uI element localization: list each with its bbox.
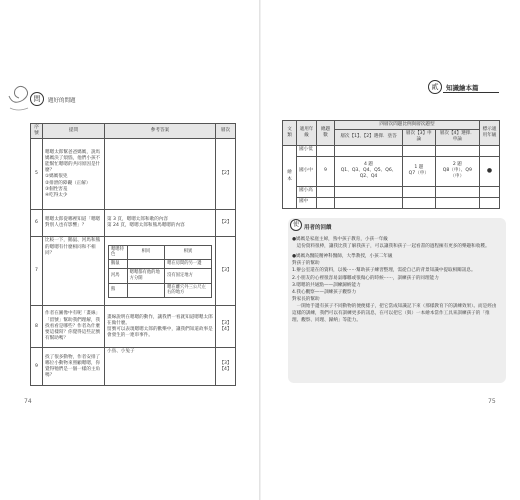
row-mark <box>480 145 500 156</box>
row-l3: 1 題 Q7（申） <box>403 156 436 186</box>
table-row <box>31 237 236 306</box>
compare-cell: 嗯在房間的另一邊 <box>165 260 212 269</box>
col-header-genre: 文類 <box>283 121 297 146</box>
level-table <box>282 120 500 209</box>
feedback-body <box>292 236 497 324</box>
row-l12 <box>335 197 403 208</box>
row-grade: 國小高 <box>297 186 317 197</box>
row-level: 【3】【4】 <box>216 306 236 348</box>
table-row <box>283 156 500 186</box>
row-grade: 國小低 <box>297 145 317 156</box>
row-category: 繪本 <box>283 145 297 208</box>
row-total <box>317 145 335 156</box>
right-page <box>260 0 520 500</box>
feedback-paragraph: 對家長的幫助 <box>292 296 320 302</box>
col-header-l12: 層次【1】、【2】選擇．塗答 <box>335 130 403 145</box>
row-question: 嗯嗯太郎幫爸爸媽媽，說馬媽媽決了煩惱，他們小孩不能幫忙嗯嗯的共同原因是什麼？ ①媽媽很兇 ②排泄的障礙（正解） ③個性害羞 ④吃得太少 <box>43 139 105 210</box>
left-page-title: 題好的問題 <box>48 98 76 104</box>
col-header-level: 層次 <box>216 124 236 139</box>
row-level: 【2】 <box>216 139 236 210</box>
row-question: 嗯嗯太郎從哪裡知道「嗯嗯對別人也有影響」？ <box>43 210 105 237</box>
feedback-paragraph: 2.小朋友的心裡很容易氣嘟嘟或很傷心的時候⋯⋯，訓練孩子的同理能力 <box>292 275 439 281</box>
col-header-total: 總題數 <box>317 121 335 146</box>
feedback-paragraph: ●媽媽是家庭主婦，熟中孩子教育，小孩一年級 <box>292 237 388 242</box>
row-mark <box>480 197 500 208</box>
row-total: 9 <box>317 156 335 186</box>
row-l4 <box>435 186 479 197</box>
table-row <box>31 139 236 210</box>
row-total <box>317 197 335 208</box>
compare-cell: 鵝鼠 <box>109 260 128 269</box>
row-no: 7 <box>31 237 43 306</box>
col-header-grade: 適用年級 <box>297 121 317 146</box>
question-badge-icon: 問 <box>30 92 44 106</box>
col-header-l3: 層次【3】申論 <box>403 130 436 145</box>
row-total <box>317 186 335 197</box>
table-row <box>31 306 236 348</box>
compare-cell <box>127 260 164 269</box>
right-page-title: 知識繪本篇 <box>446 84 479 92</box>
feedback-paragraph: 這份資料很棒，讓我比我了解我孩子，可以讓我和孩子一起看書的過程擁有更多的樂趣和收穫。 <box>292 244 490 250</box>
col-header-answer: 參考答案 <box>105 124 216 139</box>
row-no: 5 <box>31 139 43 210</box>
compare-cell: 嗯在離穴外三公尺左右的地方 <box>165 283 212 298</box>
row-l4 <box>435 197 479 208</box>
row-l3 <box>403 186 436 197</box>
row-question: 作者在圖像中有呢「畫線」「留號」幫助我們理解，我找看看是哪些？作者為什麼要這樣寫？你覺得這些記號有幫助嗎？ <box>43 306 105 348</box>
row-level: 【3】【4】 <box>216 348 236 386</box>
row-answer: 小鳥、小兔子 <box>105 348 216 386</box>
compare-header: 相同 <box>127 245 164 260</box>
table-title: 四層次問題比例與層次題型 <box>335 121 480 130</box>
page-number: 74 <box>24 398 32 405</box>
row-l12 <box>335 145 403 156</box>
row-l12 <box>335 186 403 197</box>
row-no: 8 <box>31 306 43 348</box>
section-badge-icon: 貳 <box>428 80 442 94</box>
compare-table <box>108 245 212 299</box>
row-grade: 國小中 <box>297 156 317 186</box>
row-answer: 第 3 頁，嗯嗯太郎和歌的內容 第 24 頁，嗯嗯太郎和熊馬嗯嗯的內容 <box>105 210 216 237</box>
feedback-paragraph: 一開始手邊有孩子不同動物的便便樣子，把它當成知識記下來（那樣教育下的訓練效果）。而是經由這樣的訓練，我們可以有訓練更多的訊息，在可以把它（與）一本繪本當作工具來訓練孩子的「推理、觀察、同理、歸納」等能力。 <box>292 303 497 324</box>
compare-cell: 沒有固定地方 <box>165 268 212 283</box>
table-row <box>31 348 236 386</box>
col-header-question: 提問 <box>43 124 105 139</box>
row-level: 【2】 <box>216 210 236 237</box>
table-row <box>31 210 236 237</box>
row-mark <box>480 186 500 197</box>
col-header-no: 序號 <box>31 124 43 139</box>
compare-header: 相異 <box>165 245 212 260</box>
feedback-paragraph: 1.辦公室還在的資料，以後⋯⋯幫助孩子練習整理，需從自己的背景知識中提取相關訊息。 <box>292 268 476 274</box>
feedback-paragraph: 4.我心觀察——訓練孩子觀察力 <box>292 289 357 295</box>
table-row <box>283 145 500 156</box>
compare-cell: 熊 <box>109 283 128 298</box>
feedback-paragraph: ●媽媽為醫院精神科醫師，大學教授，小孩二年級 <box>292 254 393 260</box>
row-no: 6 <box>31 210 43 237</box>
row-no: 9 <box>31 348 43 386</box>
row-mark: ● <box>480 156 500 186</box>
compare-cell: 河馬 <box>109 268 128 283</box>
row-l4: 2 題 Q8（申）、Q9（申） <box>435 156 479 186</box>
title-underline <box>443 92 499 93</box>
row-l12: 4 題 Q1、Q3、Q4、Q5、Q6、Q2、Q4 <box>335 156 403 186</box>
row-answer <box>105 139 216 210</box>
row-answer <box>105 237 216 306</box>
table-row <box>283 186 500 197</box>
feedback-title: 用者的回饋 <box>304 225 332 231</box>
row-answer: 畫線說明在嗯嗯的動作，讓我們一看就知道嗯嗯太郎在做什麼。 留號可以表現嗯嗯太郎的歡樂中，讓我們知道故事是會發生的一連串事件。 <box>105 306 216 348</box>
question-table <box>30 123 236 386</box>
compare-header: 嗯嗯特色 <box>109 245 128 260</box>
row-question: 找了很多動物，作者安排了哪位小動物來照顧嗯嗯，你覺得牠們是一個一樣的主角嗎？ <box>43 348 105 386</box>
row-question: 比較一下，鵝鼠、河馬和熊的嗯嗯有什麼相同和不相同？ <box>43 237 105 306</box>
row-l3 <box>403 197 436 208</box>
page-number: 75 <box>488 398 496 405</box>
row-grade: 國中 <box>297 197 317 208</box>
compare-cell <box>127 283 164 298</box>
row-l3 <box>403 145 436 156</box>
table-row <box>283 197 500 208</box>
user-feedback-icon: 使 <box>290 219 302 231</box>
compare-cell: 嗯嗯都有他的地方分開 <box>127 268 164 283</box>
feedback-paragraph: 對孩子的幫助 <box>292 261 320 267</box>
col-header-mark: 標示適用年級 <box>480 121 500 146</box>
feedback-paragraph: 3.嗯嗯的共通點——訓練歸納能力 <box>292 282 361 288</box>
col-header-l4: 層次【4】選擇．申論 <box>435 130 479 145</box>
row-l4 <box>435 145 479 156</box>
row-level: 【3】 <box>216 237 236 306</box>
